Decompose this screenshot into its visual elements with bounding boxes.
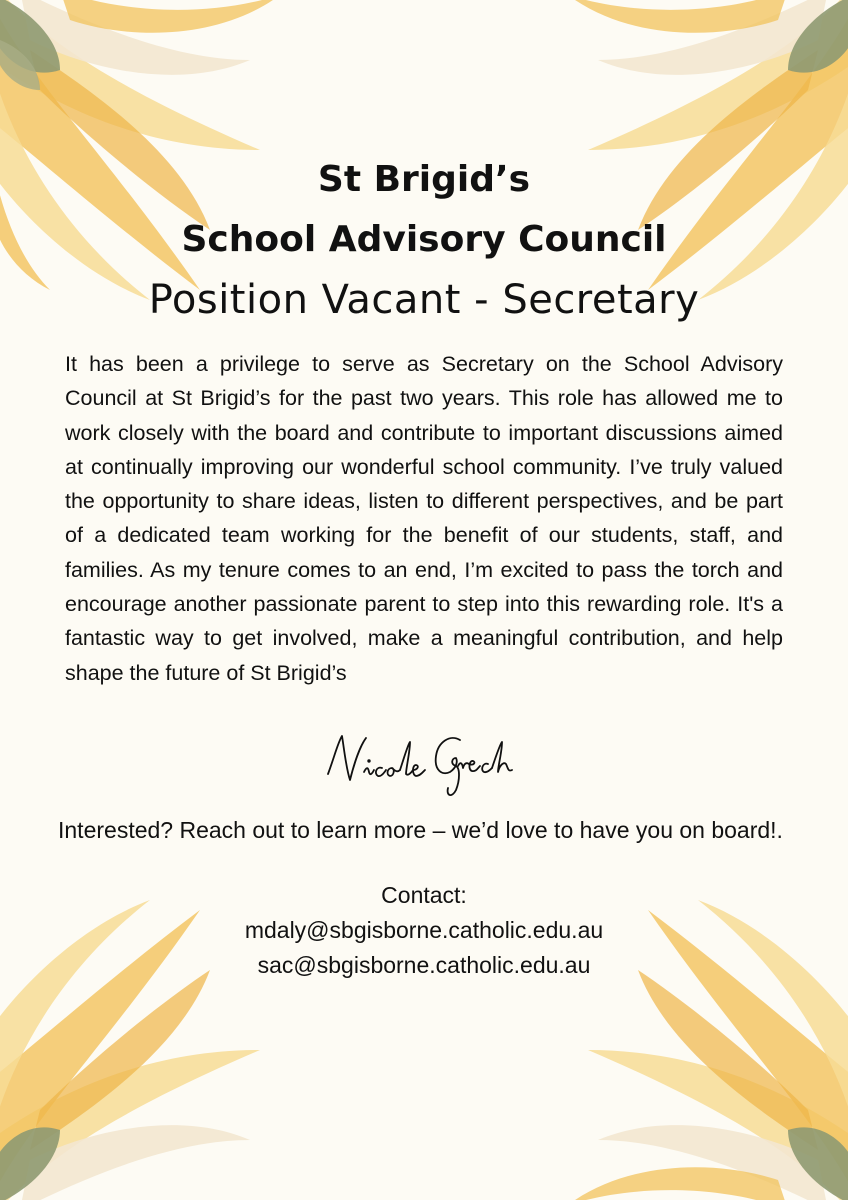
position-subtitle: Position Vacant - Secretary: [148, 277, 700, 323]
signature-image: [320, 728, 530, 800]
contact-label: Contact:: [381, 882, 467, 908]
message-paragraph: It has been a privilege to serve as Secretary on the School Advisory Council at St Brigid’s for the past two years. This role has allowed me to work closely with the board and contribute to important discussions aimed at continually improving our wonderful school community. I’ve truly valued the opportunity to share ideas, listen to different perspectives, and be part of a dedicated team working for the benefit of our students, staff, and families. As my tenure comes to an end, I’m excited to pass the torch and encourage another passionate parent to step into this rewarding role. It's a fantastic way to get involved, make a meaningful contribution, and help shape the future of St Brigid’s: [65, 352, 783, 685]
contact-email-link[interactable]: sac@sbgisborne.catholic.edu.au: [257, 952, 591, 978]
contact-block: [0, 878, 848, 983]
contact-email-link[interactable]: mdaly@sbgisborne.catholic.edu.au: [244, 917, 604, 943]
call-to-action: Interested? Reach out to learn more – we’d love to have you on board!.: [58, 817, 783, 843]
school-name-heading: St Brigid’s: [317, 159, 531, 200]
council-name-heading: School Advisory Council: [181, 219, 667, 260]
